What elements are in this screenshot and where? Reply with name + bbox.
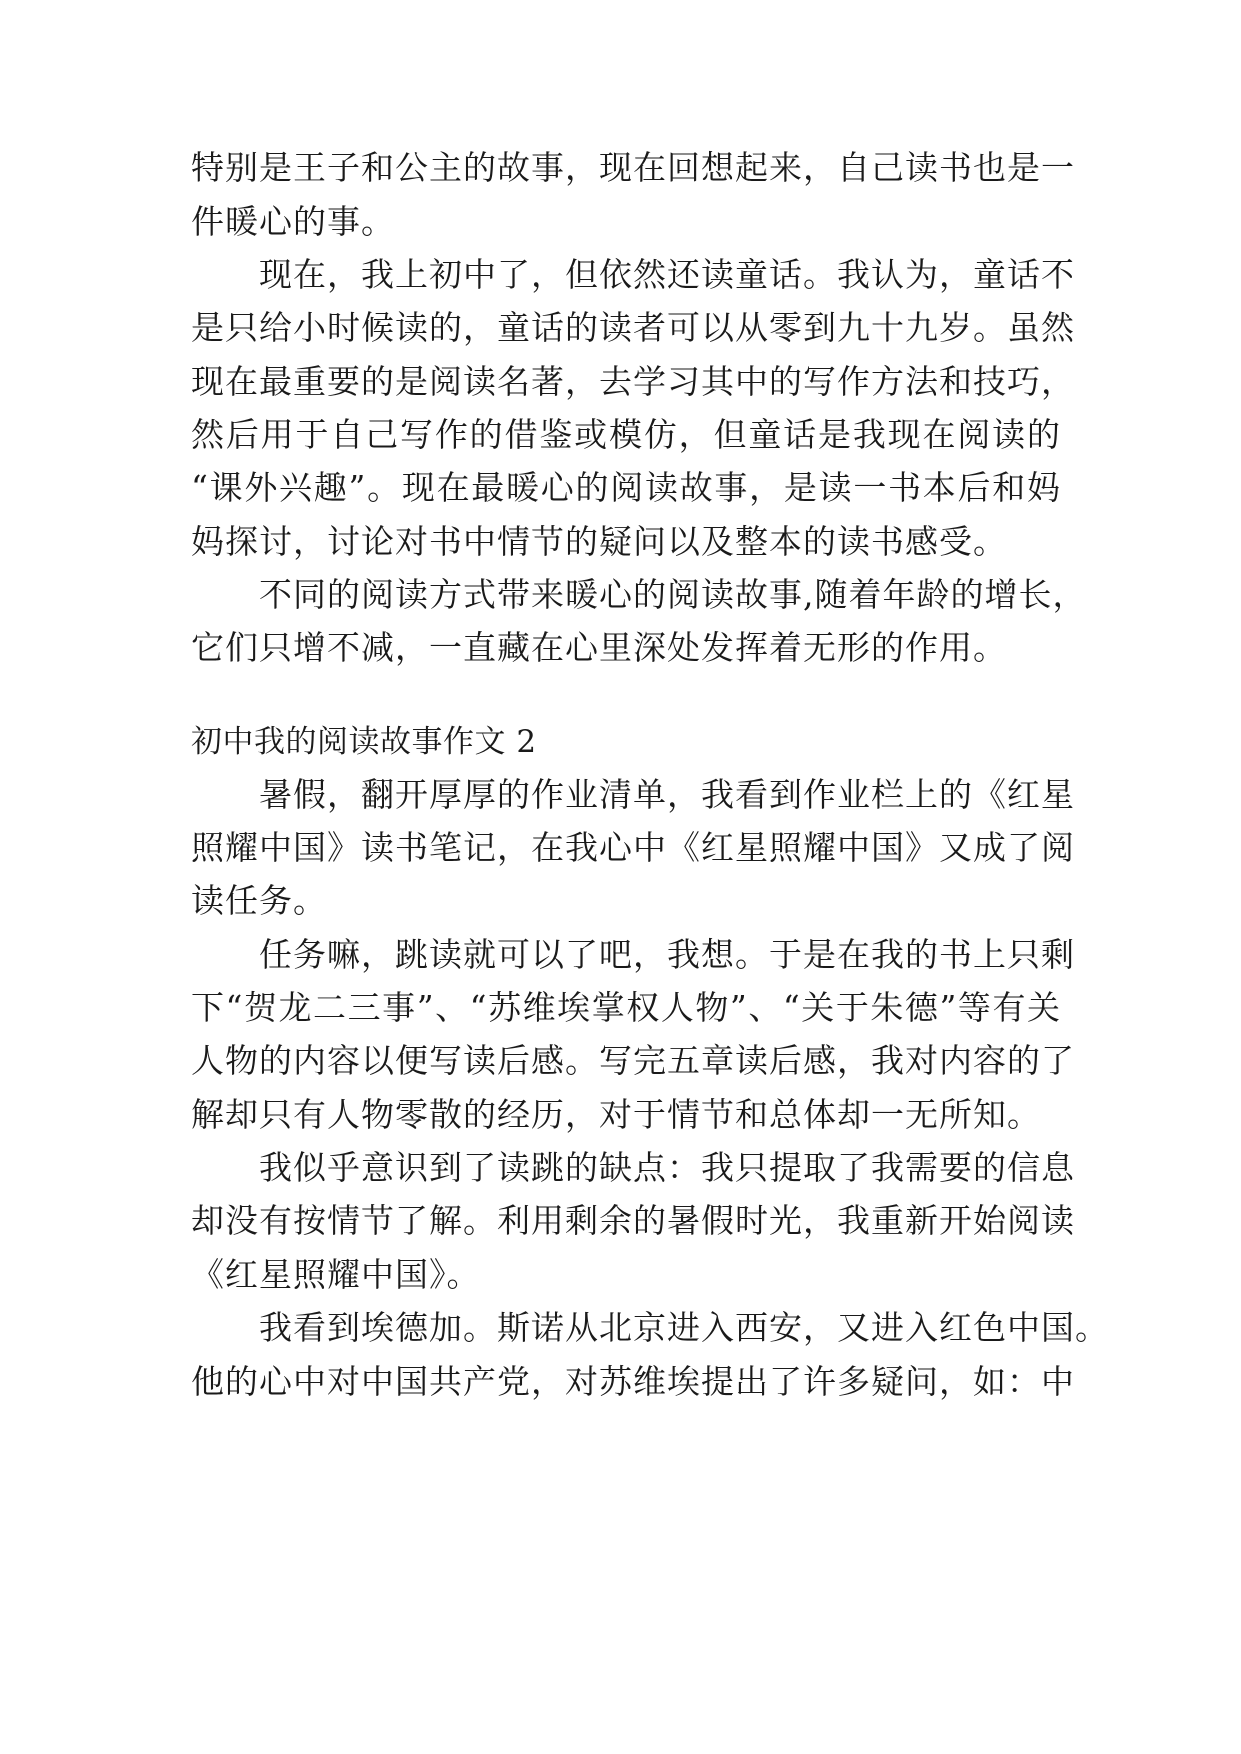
text-line: 件暖心的事。 <box>191 202 395 241</box>
text-line: 人物的内容以便写读后感。写完五章读后感，我对内容的了 <box>191 1041 1075 1080</box>
text-line: 暑假，翻开厚厚的作业清单，我看到作业栏上的《红星 <box>191 775 1075 814</box>
text-line: 他的心中对中国共产党，对苏维埃提出了许多疑问，如：中 <box>191 1362 1075 1401</box>
text-line: 下“贺龙二三事”、“苏维埃掌权人物”、“关于朱德”等有关 <box>191 988 1061 1027</box>
text-line: 我看到埃德加。斯诺从北京进入西安，又进入红色中国。 <box>191 1308 1109 1347</box>
text-line: 不同的阅读方式带来暖心的阅读故事,随着年龄的增长， <box>191 575 1087 614</box>
text-line: 然后用于自己写作的借鉴或模仿，但童话是我现在阅读的 <box>191 415 1061 454</box>
text-line: 现在，我上初中了，但依然还读童话。我认为，童话不 <box>191 255 1075 294</box>
text-line: “课外兴趣”。现在最暖心的阅读故事，是读一书本后和妈 <box>191 468 1061 507</box>
text-line: 现在最重要的是阅读名著，去学习其中的写作方法和技巧， <box>191 362 1075 401</box>
text-line: 是只给小时候读的，童话的读者可以从零到九十九岁。虽然 <box>191 308 1075 347</box>
text-line: 却没有按情节了解。利用剩余的暑假时光，我重新开始阅读 <box>191 1201 1075 1240</box>
section-heading: 初中我的阅读故事作文 2 <box>191 724 537 760</box>
text-line: 任务嘛，跳读就可以了吧，我想。于是在我的书上只剩 <box>191 935 1075 974</box>
text-line: 照耀中国》读书笔记，在我心中《红星照耀中国》又成了阅 <box>191 828 1075 867</box>
text-line: 《红星照耀中国》。 <box>191 1255 481 1294</box>
text-line: 它们只增不减，一直藏在心里深处发挥着无形的作用。 <box>191 628 1007 667</box>
text-line: 解却只有人物零散的经历，对于情节和总体却一无所知。 <box>191 1095 1041 1134</box>
text-line: 我似乎意识到了读跳的缺点：我只提取了我需要的信息 <box>191 1148 1075 1187</box>
text-line: 读任务。 <box>191 881 327 920</box>
text-line: 特别是王子和公主的故事，现在回想起来，自己读书也是一 <box>191 148 1075 187</box>
text-line: 妈探讨，讨论对书中情节的疑问以及整本的读书感受。 <box>191 522 1007 561</box>
